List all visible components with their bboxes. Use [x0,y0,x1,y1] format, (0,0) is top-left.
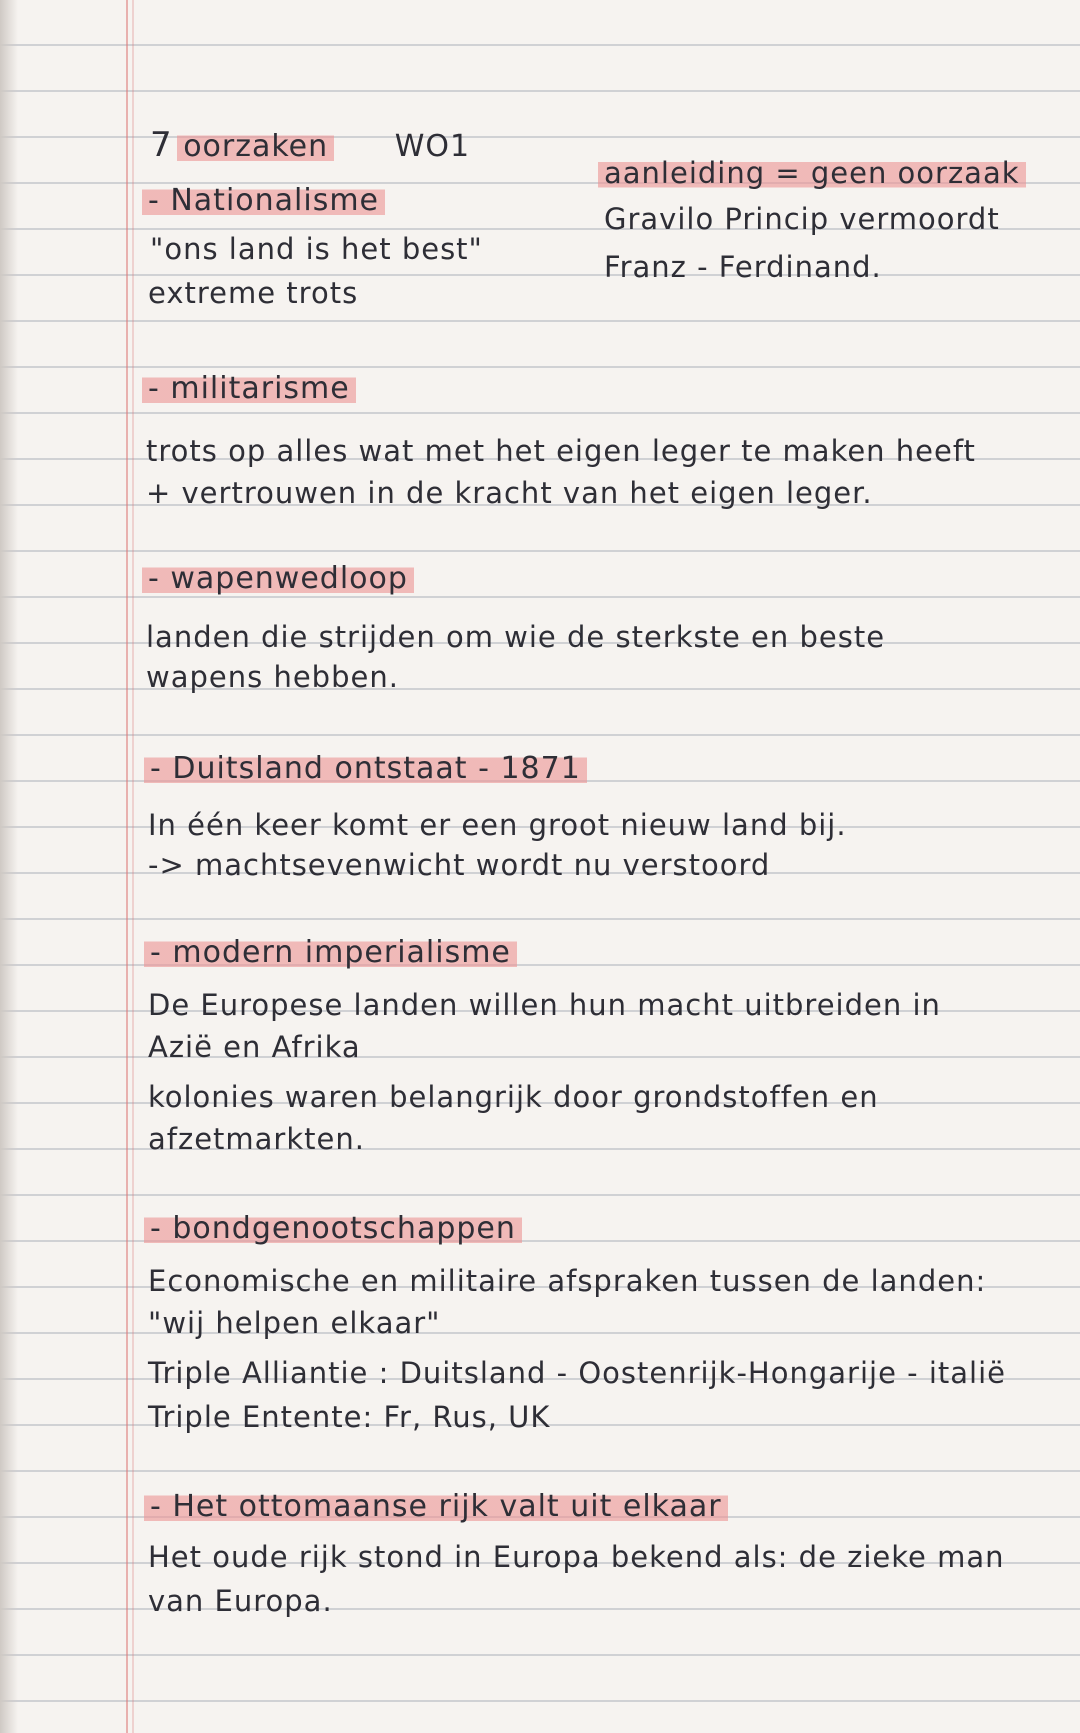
section-heading-nationalisme [148,184,385,218]
heading-text: - militarisme [142,371,356,406]
margin-line-2 [132,0,134,1733]
section-heading-ottomaanse-rijk [150,1490,728,1524]
heading-text: - Het ottomaanse rijk valt uit elkaar [144,1489,728,1524]
section-line: extreme trots [148,276,359,310]
section-line: Economische en militaire afspraken tussen de landen: [148,1264,987,1298]
margin-line [126,0,128,1733]
section-heading-imperialisme [150,936,517,970]
heading-text: - modern imperialisme [144,935,517,970]
section-heading-militarisme [148,372,356,406]
section-line: "wij helpen elkaar" [148,1306,441,1340]
section-line: van Europa. [148,1584,333,1618]
heading-text: - wapenwedloop [142,561,414,596]
aside-line-2: Franz - Ferdinand. [604,250,882,284]
section-line: "ons land is het best" [150,232,483,266]
section-line: afzetmarkten. [148,1122,365,1156]
section-heading-bondgenootschappen [150,1212,522,1246]
section-line: wapens hebben. [146,660,399,694]
aside-title [604,156,1026,190]
section-line: Triple Alliantie : Duitsland - Oostenrijk-Hongarije - italië [148,1356,1006,1390]
section-line: De Europese landen willen hun macht uitbreiden in [148,988,941,1022]
section-line: kolonies waren belangrijk door grondstoffen en [148,1080,879,1114]
heading-text: - Nationalisme [142,183,385,218]
section-line: In één keer komt er een groot nieuw land bij. [148,808,847,842]
aside-title-text: aanleiding = geen oorzaak [598,156,1026,190]
heading-text: - Duitsland ontstaat - 1871 [144,751,587,786]
page-title [150,125,471,165]
section-line: -> machtsevenwicht wordt nu verstoord [148,848,771,882]
title-number: 7 [150,125,173,165]
title-suffix: WO1 [394,129,471,164]
section-line: + vertrouwen in de kracht van het eigen leger. [146,476,873,510]
section-line: landen die strijden om wie de sterkste en beste [146,620,886,654]
section-heading-duitsland [150,752,587,786]
aside-line-1: Gravilo Princip vermoordt [604,202,1000,236]
section-line: Het oude rijk stond in Europa bekend als: de zieke man [148,1540,1005,1574]
section-line: Triple Entente: Fr, Rus, UK [148,1400,551,1434]
title-label: oorzaken [177,129,334,164]
section-heading-wapenwedloop [148,562,414,596]
heading-text: - bondgenootschappen [144,1211,522,1246]
section-line: Azië en Afrika [148,1030,361,1064]
section-line: trots op alles wat met het eigen leger te maken heeft [146,434,976,468]
